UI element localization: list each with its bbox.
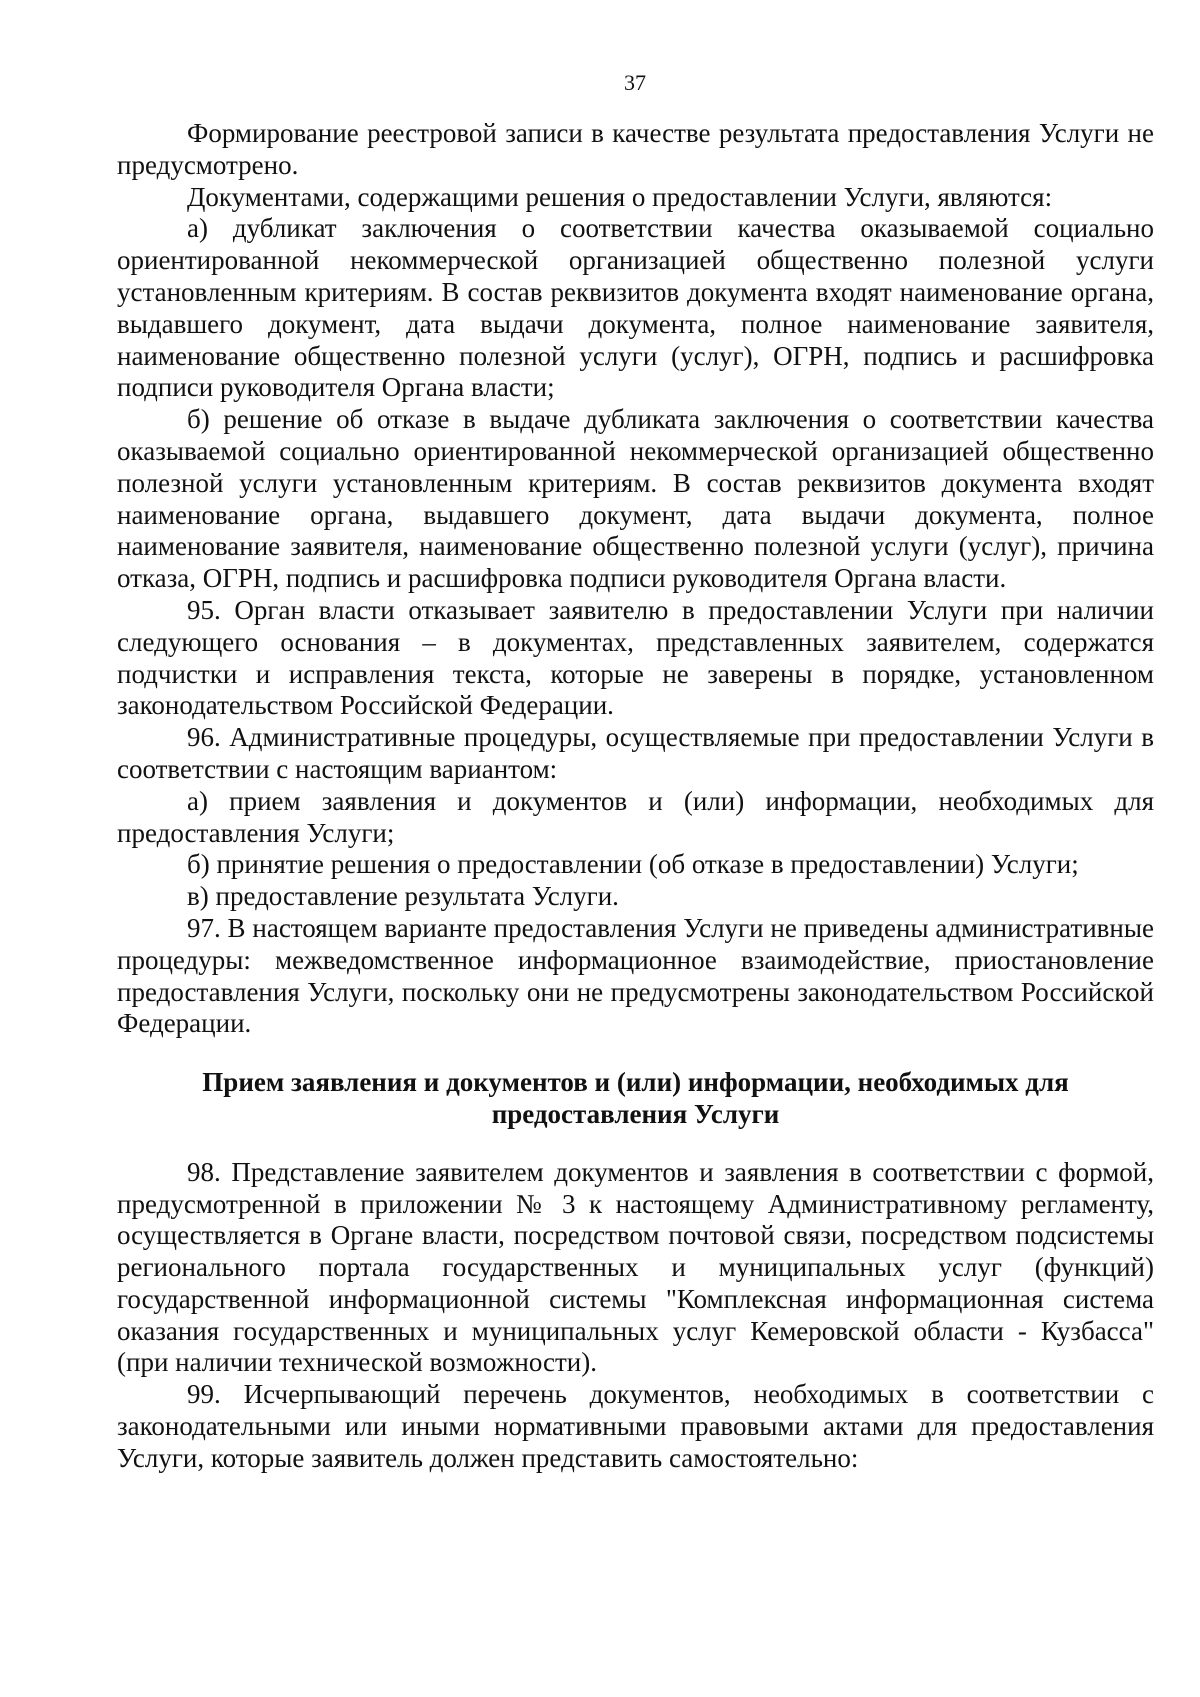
section-heading: Прием заявления и документов и (или) информации, необходимых для предоставления Услуги — [202, 1067, 1069, 1129]
paragraph: 97. В настоящем варианте предоставления Услуги не приведены административные процедуры: межведомственное информационное взаимодействие, приостановление предоставления Услуги, поскольку они не предусмотрены законодательством Российской Федерации. — [117, 912, 1154, 1039]
paragraph: Документами, содержащими решения о предоставлении Услуги, являются: — [187, 181, 1053, 212]
document-body — [117, 118, 1154, 1475]
paragraph: б) принятие решения о предоставлении (об отказе в предоставлении) Услуги; — [187, 849, 1079, 880]
paragraph: а) прием заявления и документов и (или) информации, необходимых для предоставления Услуги; — [117, 785, 1154, 848]
paragraph: 99. Исчерпывающий перечень документов, необходимых в соответствии с законодательными или иными нормативными правовыми актами для предоставления Услуги, которые заявитель должен представить самостоятельно: — [117, 1379, 1154, 1473]
paragraph: б) решение об отказе в выдаче дубликата заключения о соответствии качества оказываемой социально ориентированной некоммерческой организацией общественно полезной услуги установленным критериям. В состав реквизитов документа входят наименование органа, выдавшего документ, дата выдачи документа, полное наименование заявителя, наименование общественно полезной услуги (услуг), причина отказа, ОГРН, подпись и расшифровка подписи руководителя Органа власти. — [117, 404, 1154, 594]
paragraph: 98. Представление заявителем документов и заявления в соответствии с формой, предусмотренной в приложении № 3 к настоящему Административному регламенту, осуществляется в Органе власти, посредством почтовой связи, посредством подсистемы регионального портала государственных и муниципальных услуг (функций) государственной информационной системы "Комплексная информационная система оказания государственных и муниципальных услуг Кемеровской области - Кузбасса" (при наличии технической возможности). — [117, 1156, 1154, 1378]
paragraph: Формирование реестровой записи в качестве результата предоставления Услуги не предусмотрено. — [117, 118, 1154, 180]
page-number: 37 — [624, 70, 646, 95]
paragraph: а) дубликат заключения о соответствии качества оказываемой социально ориентированной некоммерческой организацией общественно полезной услуги установленным критериям. В состав реквизитов документа входят наименование органа, выдавшего документ, дата выдачи документа, полное наименование заявителя, наименование общественно полезной услуги (услуг), ОГРН, подпись и расшифровка подписи руководителя Органа власти; — [117, 213, 1154, 403]
paragraph: 96. Административные процедуры, осуществляемые при предоставлении Услуги в соответствии с настоящим вариантом: — [117, 722, 1154, 784]
paragraph: в) предоставление результата Услуги. — [187, 881, 619, 912]
paragraph: 95. Орган власти отказывает заявителю в предоставлении Услуги при наличии следующего основания – в документах, представленных заявителем, содержатся подчистки и исправления текста, которые не заверены в порядке, установленном законодательством Российской Федерации. — [117, 594, 1154, 721]
